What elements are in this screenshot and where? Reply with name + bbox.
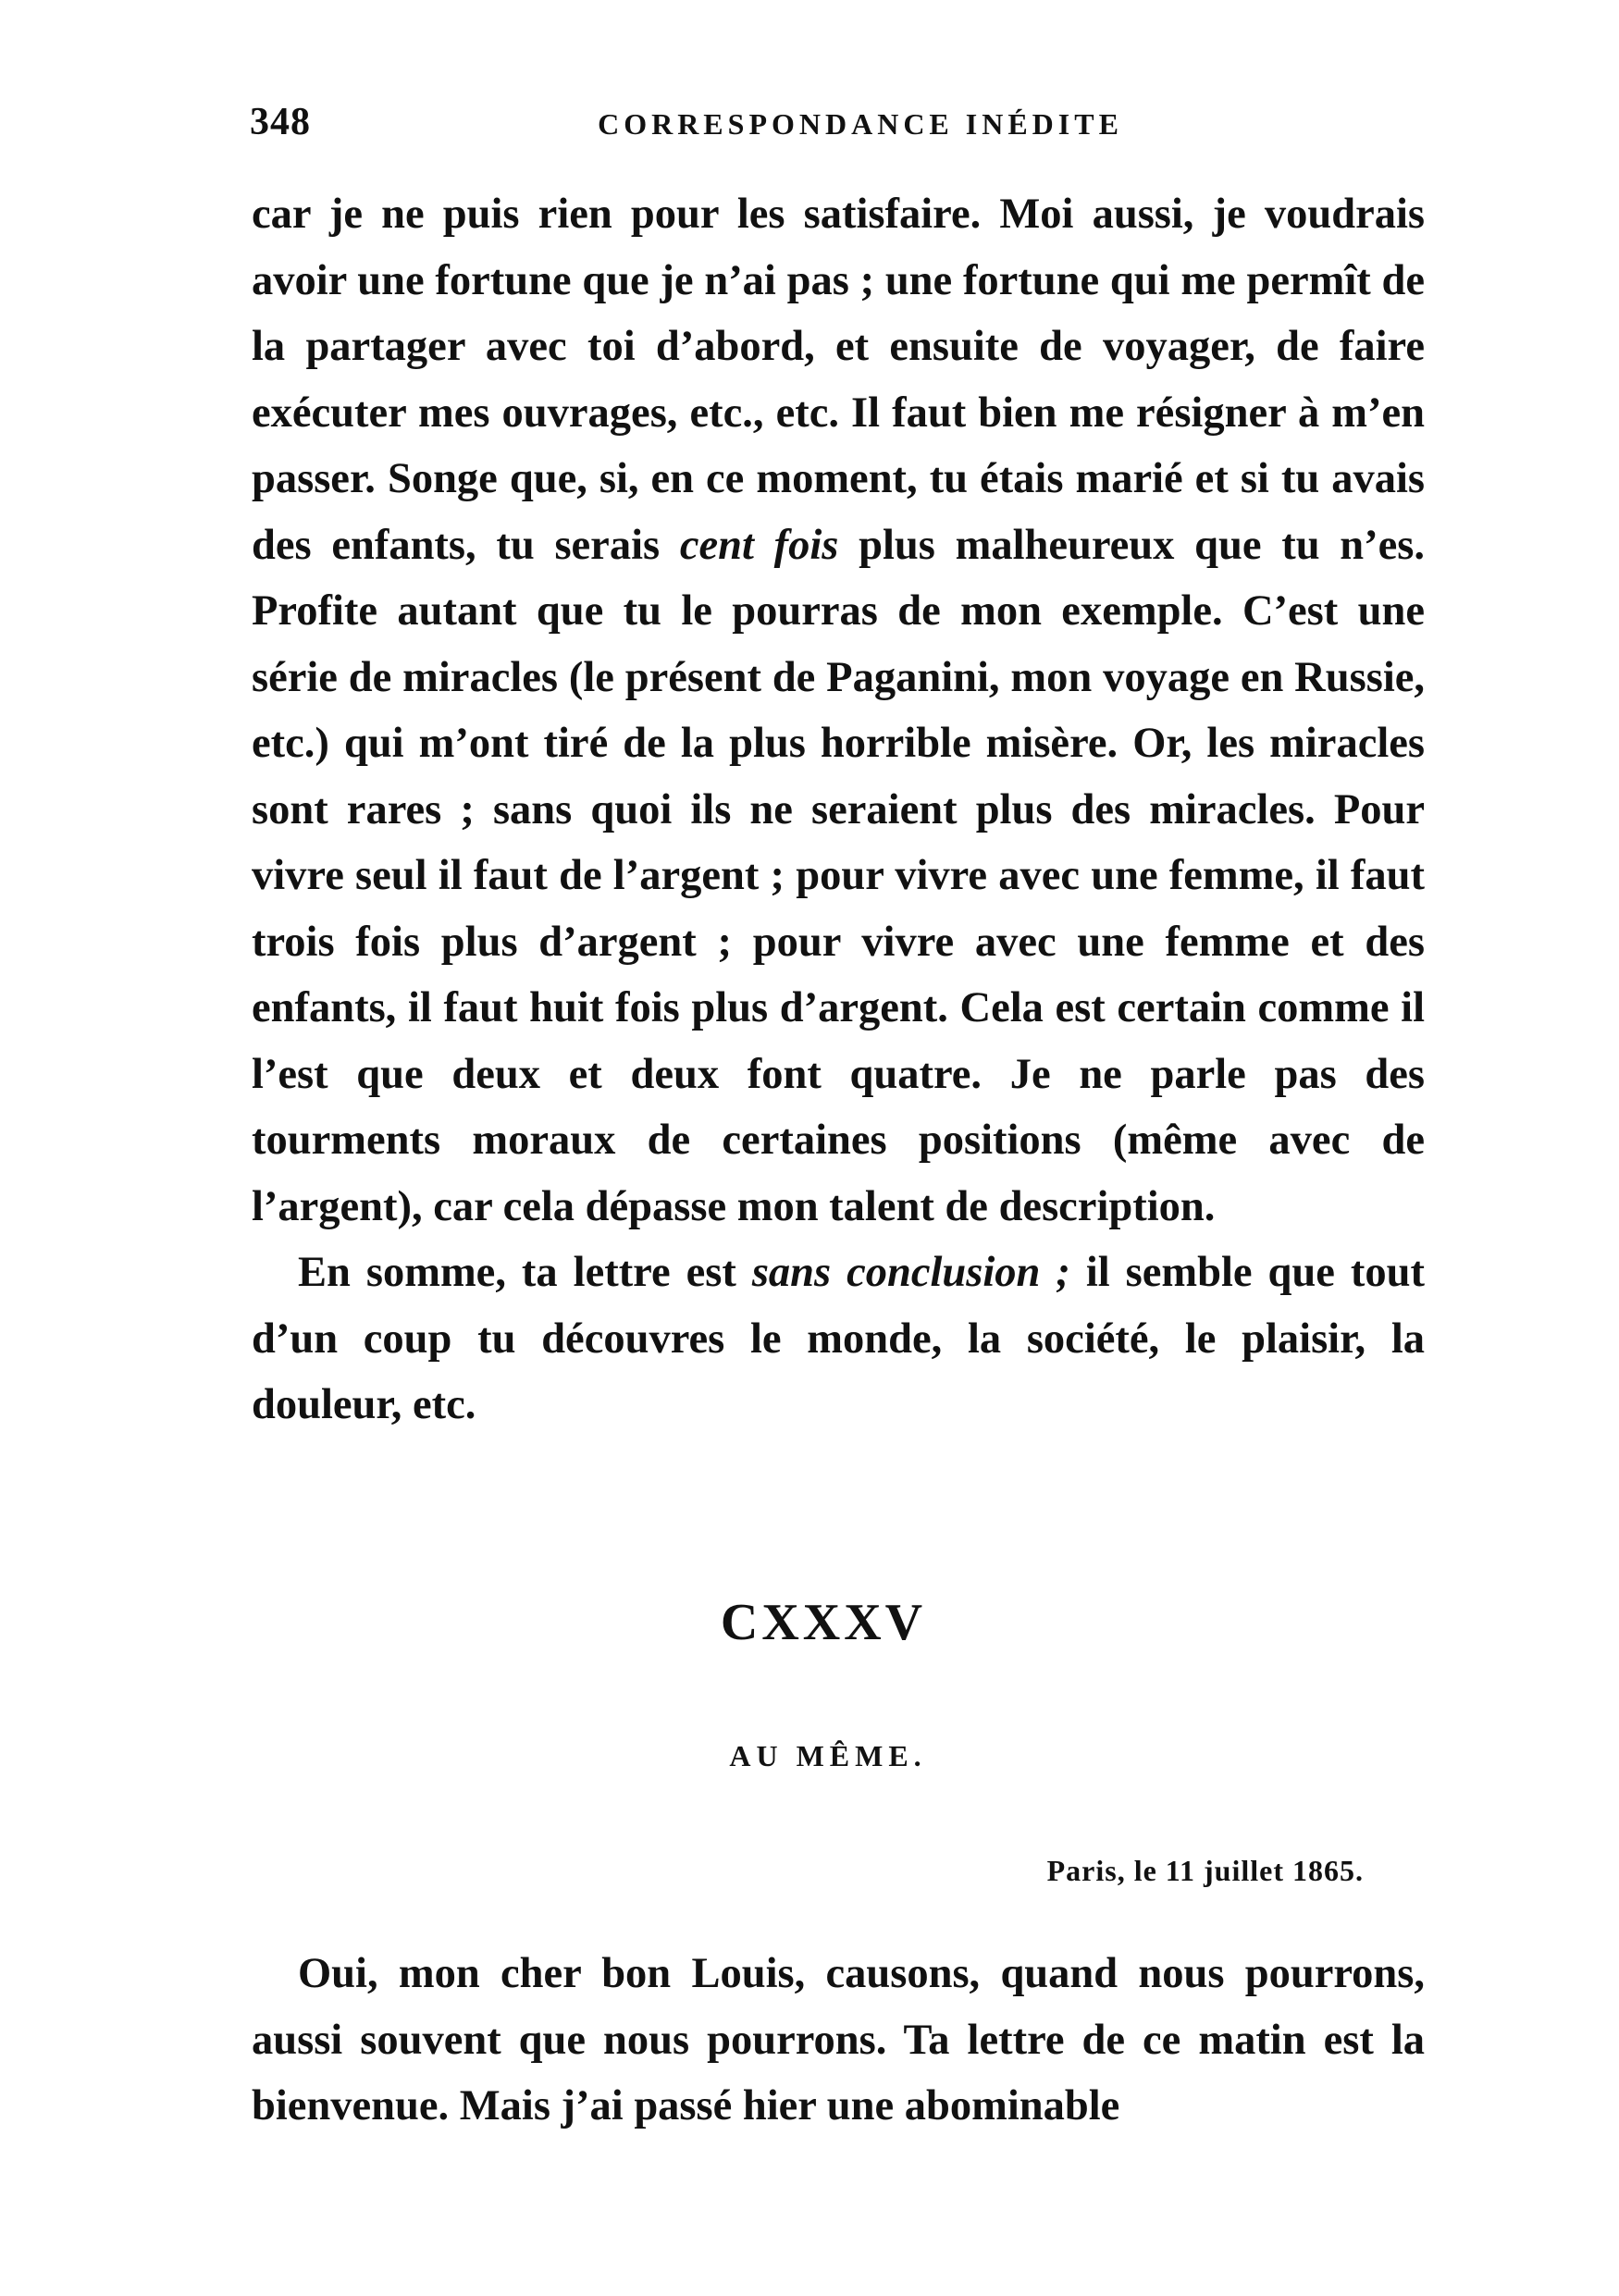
- paragraph: [252, 1941, 1425, 2140]
- text-segment: il semble que tout d’un coup tu découvres le monde, la société, le plaisir, la douleur, etc.: [252, 1249, 1425, 1428]
- paragraph: [252, 181, 1425, 1240]
- letter-dateline: Paris, le 11 juillet 1865.: [1046, 1854, 1364, 1887]
- text-segment: plus malheureux que tu n’es. Profite autant que tu le pourras de mon exemple. C’est une série de miracles (le présent de Paganini, mon voyage en Russie, etc.) qui m’ont tiré de la plus horrible misère. Or, les miracles sont rares ; sans quoi ils ne seraient plus des miracles. Pour vivre seul il faut de l’argent ; pour vivre avec une femme, il faut trois fois plus d’argent ; pour vivre avec une femme et des enfants, il faut huit fois plus d’argent. Cela est certain comme il l’est que deux et deux font quatre. Je ne parle pas des tourments moraux de certaines positions (même avec de l’argent), car cela dépasse mon talent de description.: [252, 521, 1426, 1230]
- page-number: 348: [250, 101, 311, 143]
- page-header: [250, 100, 1425, 155]
- letter-addressee: AU MÊME.: [729, 1739, 927, 1772]
- italic-text-segment: cent fois: [679, 521, 839, 569]
- italic-text-segment: sans conclusion ;: [751, 1249, 1070, 1296]
- text-segment: Oui, mon cher bon Louis, causons, quand nous pourrons, aussi souvent que nous pourrons. Ta lettre de ce matin est la bienvenue. Mais j’ai passé hier une abominable: [252, 1950, 1425, 2129]
- running-head: CORRESPONDANCE INÉDITE: [598, 107, 1123, 141]
- paragraph: [252, 1240, 1425, 1438]
- letter-body: [252, 1941, 1425, 2140]
- text-segment: car je ne puis rien pour les satisfaire. Moi aussi, je voudrais avoir une fortune que je n’ai pas ; une fortune qui me permît de la partager avec toi d’abord, et ensuite de voyager, de faire exécuter mes ouvrages, etc., etc. Il faut bien me résigner à m’en passer. Songe que, si, en ce moment, tu étais marié et si tu avais des enfants, tu serais: [252, 191, 1425, 569]
- letter-number: CXXXV: [720, 1594, 927, 1651]
- body-text: [252, 181, 1425, 1438]
- text-segment: En somme, ta lettre est: [298, 1249, 752, 1296]
